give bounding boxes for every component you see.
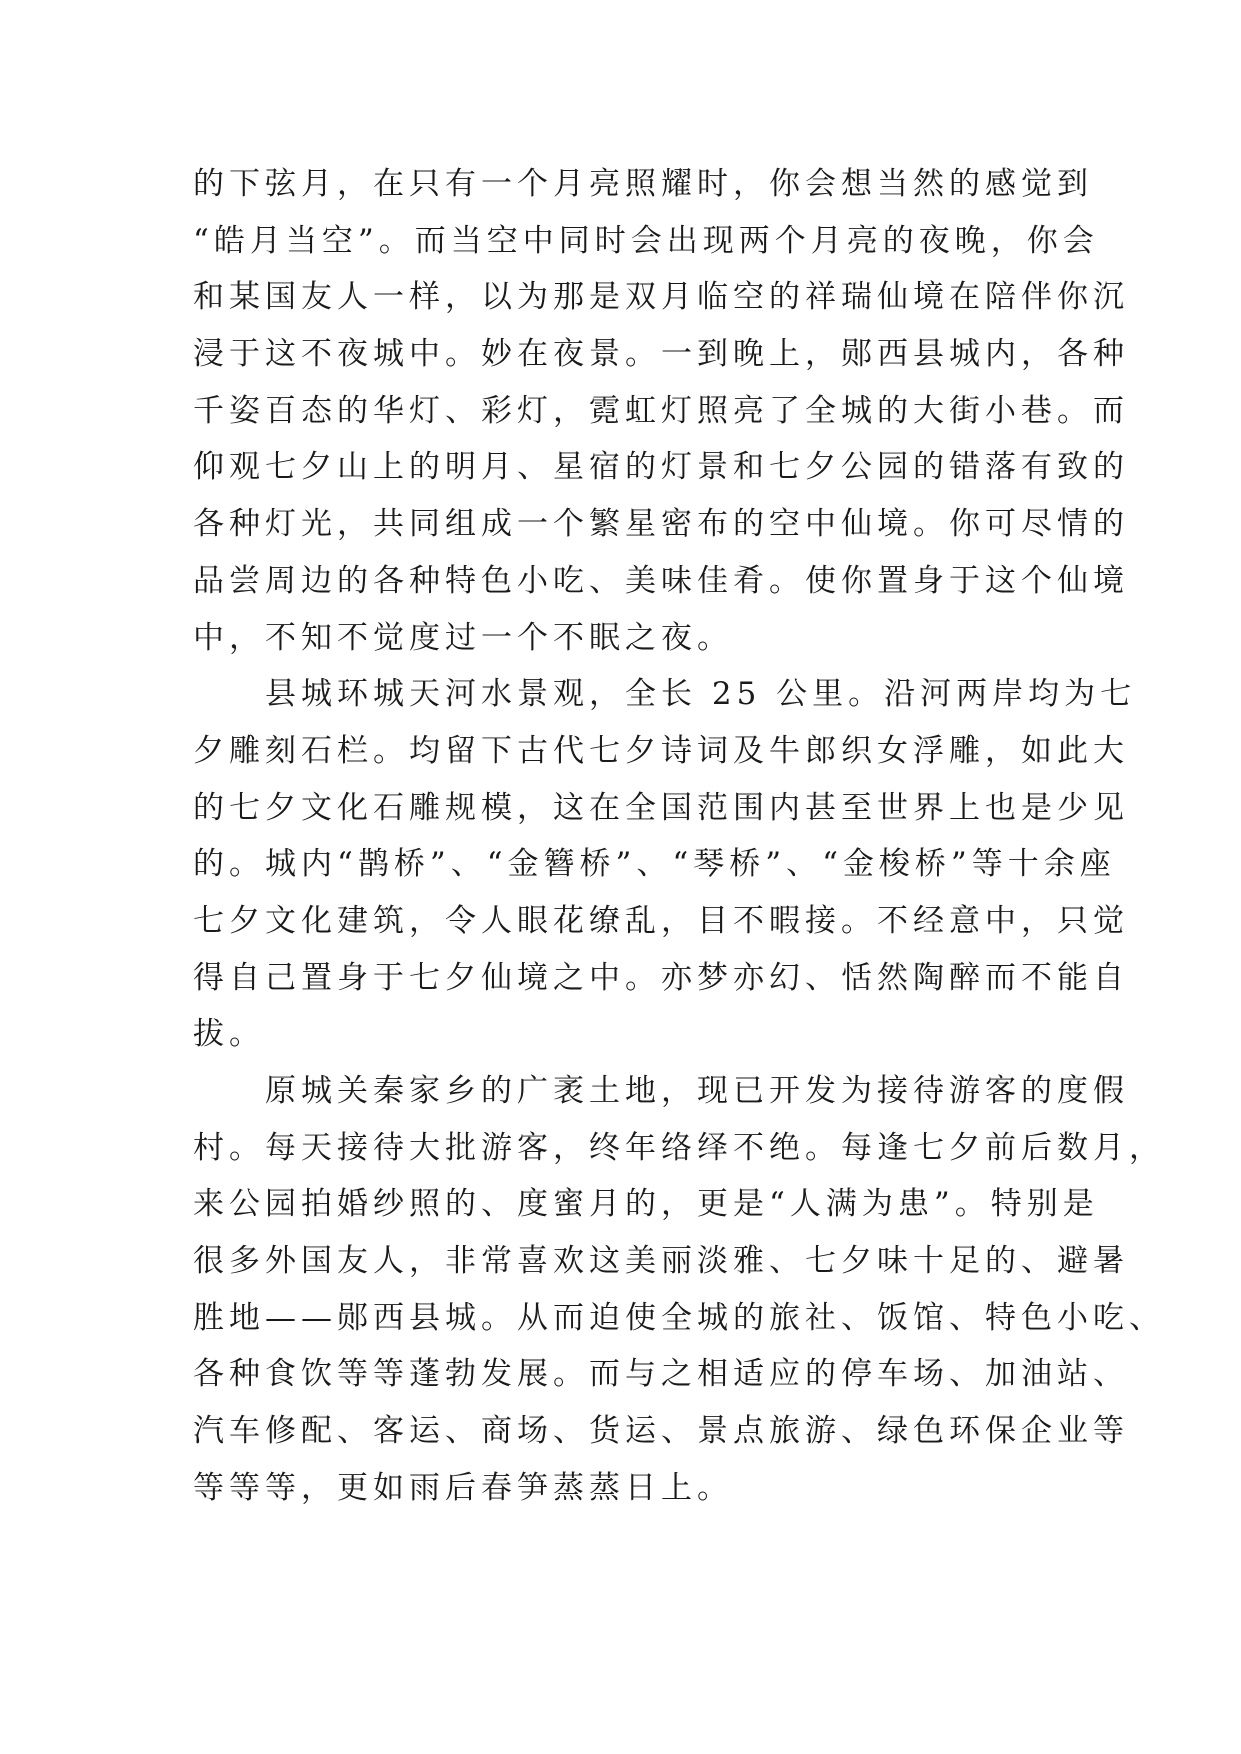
text-line: 胜地——郧西县城。从而迫使全城的旅社、饭馆、特色小吃、 <box>193 1299 1165 1336</box>
text-line: 的下弦月，在只有一个月亮照耀时，你会想当然的感觉到 <box>193 166 1093 202</box>
text-line: 县城环城天河水景观，全长 25 公里。沿河两岸均为七 <box>193 676 1137 713</box>
text-line: 品尝周边的各种特色小吃、美味佳肴。使你置身于这个仙境 <box>193 562 1129 599</box>
text-line: 的。城内“鹊桥”、“金簪桥”、“琴桥”、“金梭桥”等十余座 <box>193 846 1116 883</box>
text-line: 得自己置身于七夕仙境之中。亦梦亦幻、恬然陶醉而不能自 <box>193 959 1129 996</box>
text-line: 七夕文化建筑，令人眼花缭乱，目不暇接。不经意中，只觉 <box>193 902 1129 939</box>
text-line: 浸于这不夜城中。妙在夜景。一到晚上，郧西县城内，各种 <box>193 336 1129 373</box>
text-line: 等等等，更如雨后春笋蒸蒸日上。 <box>193 1469 733 1506</box>
paragraph-1 <box>193 156 1129 666</box>
text-line: 千姿百态的华灯、彩灯，霓虹灯照亮了全城的大街小巷。而 <box>193 392 1129 429</box>
text-line: 和某国友人一样，以为那是双月临空的祥瑞仙境在陪伴你沉 <box>193 279 1129 316</box>
text-line: 各种灯光，共同组成一个繁星密布的空中仙境。你可尽情的 <box>193 506 1129 543</box>
text-line: 的七夕文化石雕规模，这在全国范围内甚至世界上也是少见 <box>193 789 1129 826</box>
document-body <box>193 156 1165 1517</box>
text-line: 很多外国友人，非常喜欢这美丽淡雅、七夕味十足的、避暑 <box>193 1243 1129 1280</box>
paragraph-3 <box>193 1063 1165 1517</box>
text-line: 来公园拍婚纱照的、度蜜月的，更是“人满为患”。特别是 <box>193 1186 1099 1223</box>
text-line: “皓月当空”。而当空中同时会出现两个月亮的夜晚，你会 <box>193 222 1099 259</box>
text-line: 夕雕刻石栏。均留下古代七夕诗词及牛郎织女浮雕，如此大 <box>193 732 1129 769</box>
text-line: 各种食饮等等蓬勃发展。而与之相适应的停车场、加油站、 <box>193 1356 1129 1393</box>
text-line: 仰观七夕山上的明月、星宿的灯景和七夕公园的错落有致的 <box>193 449 1129 486</box>
text-line: 汽车修配、客运、商场、货运、景点旅游、绿色环保企业等 <box>193 1413 1129 1450</box>
text-line: 拔。 <box>193 1016 265 1053</box>
text-line: 中，不知不觉度过一个不眠之夜。 <box>193 619 733 656</box>
text-line: 村。每天接待大批游客，终年络绎不绝。每逢七夕前后数月， <box>193 1129 1165 1166</box>
text-line: 原城关秦家乡的广袤土地，现已开发为接待游客的度假 <box>193 1073 1129 1109</box>
paragraph-2 <box>193 666 1137 1063</box>
